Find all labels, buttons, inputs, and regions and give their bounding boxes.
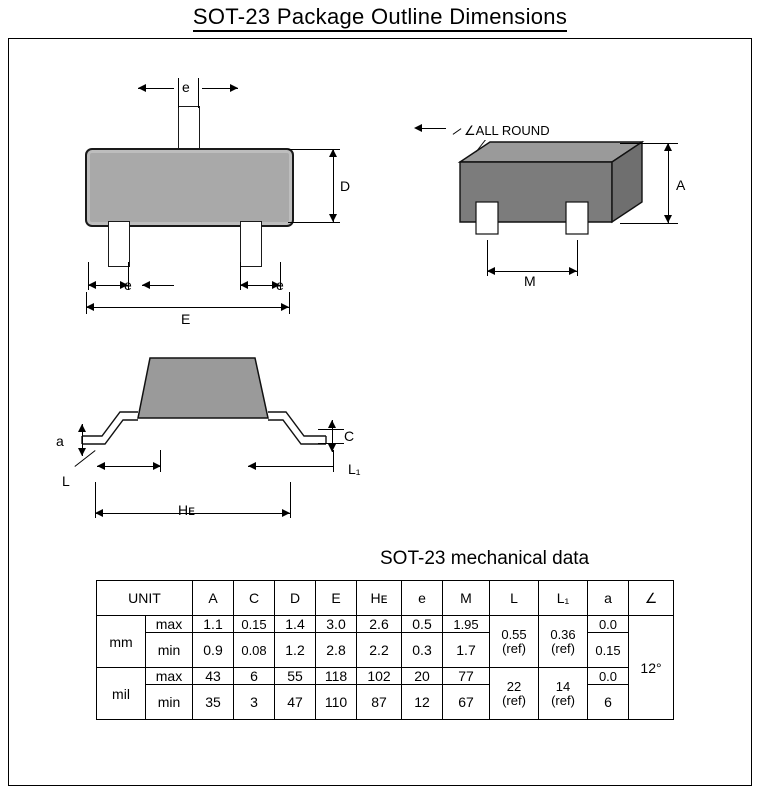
cell-mil-max-a: 0.0: [588, 668, 629, 685]
page-title: [0, 4, 760, 30]
header-a: a: [588, 581, 629, 616]
header-D: D: [275, 581, 316, 616]
cell-mm-L-ref: (ref): [502, 640, 526, 656]
label-A: A: [676, 177, 686, 193]
cell-mm-max-HE: 2.6: [357, 616, 402, 633]
cell-mil-min-C: 3: [234, 685, 275, 720]
cell-mm-min-e: 0.3: [402, 633, 443, 668]
top-view-body: [85, 148, 294, 227]
cell-unit-mil: mil: [97, 668, 146, 720]
cell-mil-max-A: 43: [193, 668, 234, 685]
table-header-row: [97, 581, 674, 616]
cell-minmax-mil-max: max: [146, 668, 193, 685]
all-round-arrow: [414, 124, 422, 132]
dim-D-arrow-top: [329, 149, 337, 157]
top-view-lead-left: [108, 221, 130, 267]
cell-mm-min-D: 1.2: [275, 633, 316, 668]
cell-mm-L1-ref: (ref): [551, 640, 575, 656]
dim-e-top-ext-left: [178, 78, 179, 108]
cell-angle: 12°: [629, 616, 674, 720]
label-E: E: [181, 311, 191, 327]
header-M: M: [443, 581, 490, 616]
cell-minmax-mil-min: min: [146, 685, 193, 720]
cell-mm-max-A: 1.1: [193, 616, 234, 633]
dim-E-arrow-left: [86, 303, 94, 311]
cell-mil-min-E: 110: [316, 685, 357, 720]
header-HE: Hᴇ: [357, 581, 402, 616]
dim-e-right-arrow-l: [240, 281, 248, 289]
dim-A-arrow-top: [664, 143, 672, 151]
top-view-lead-top: [178, 106, 200, 152]
cell-mil-max-E: 118: [316, 668, 357, 685]
dim-E-ext-right: [289, 292, 290, 314]
cell-mil-max-C: 6: [234, 668, 275, 685]
cell-mm-min-M: 1.7: [443, 633, 490, 668]
dim-M-arrow-left: [487, 267, 495, 275]
cell-mil-max-M: 77: [443, 668, 490, 685]
cell-mm-L-value: 0.55: [501, 626, 527, 642]
dim-A-line: [668, 143, 669, 223]
cell-unit-mm: mm: [97, 616, 146, 668]
dim-e-top-arrow-right: [230, 84, 238, 92]
dim-M-line: [487, 271, 577, 272]
dim-L1-arrow-left: [248, 462, 256, 470]
mechanical-data-table: [96, 580, 674, 720]
header-E: E: [316, 581, 357, 616]
label-e-right: e: [276, 277, 284, 293]
header-e: e: [402, 581, 443, 616]
top-view-lead-right: [240, 221, 262, 267]
dim-a-arrow-down: [78, 448, 86, 456]
dim-C-arrow-up: [328, 420, 336, 428]
dim-e-top-arrow-left: [138, 84, 146, 92]
dim-A-ext-bot: [620, 223, 678, 224]
cell-mm-max-M: 1.95: [443, 616, 490, 633]
cell-mm-min-HE: 2.2: [357, 633, 402, 668]
dim-e-left-arrow-l: [88, 281, 96, 289]
dim-C-arrow-down: [328, 444, 336, 452]
dim-L-arrow-left: [97, 462, 105, 470]
cell-mm-max-E: 3.0: [316, 616, 357, 633]
cell-mil-min-A: 35: [193, 685, 234, 720]
cell-mm-min-C: 0.08: [234, 633, 275, 668]
label-e-left: e: [124, 277, 132, 293]
cell-mil-L-value: 22: [506, 678, 522, 694]
cell-mm-min-A: 0.9: [193, 633, 234, 668]
dim-C-ext-top: [318, 429, 344, 430]
header-unit: UNIT: [97, 581, 193, 616]
header-L1: L₁: [539, 581, 588, 616]
dim-A-arrow-bot: [664, 215, 672, 223]
dim-HE-arrow-left: [95, 509, 103, 517]
dim-L-ext: [160, 450, 161, 472]
table-row: [97, 616, 674, 633]
table-row: [97, 633, 674, 668]
cell-mil-min-M: 67: [443, 685, 490, 720]
page-title-text: SOT-23 Package Outline Dimensions: [193, 4, 567, 32]
label-L1: L₁: [348, 461, 361, 477]
dim-L1-ext-right: [333, 450, 334, 472]
header-C: C: [234, 581, 275, 616]
dim-a-arrow-up: [78, 424, 86, 432]
label-L: L: [62, 473, 70, 489]
dim-L-line: [97, 466, 161, 467]
cell-mm-max-a: 0.0: [588, 616, 629, 633]
cell-mm-max-e: 0.5: [402, 616, 443, 633]
table-row: [97, 685, 674, 720]
dim-e-left-arrow-l2: [142, 281, 150, 289]
table-row: [97, 668, 674, 685]
dim-e-top-ext-right: [198, 78, 199, 108]
cell-minmax-mm-max: max: [146, 616, 193, 633]
dim-M-arrow-right: [569, 267, 577, 275]
dim-HE-arrow-right: [282, 509, 290, 517]
cell-mil-min-D: 47: [275, 685, 316, 720]
label-e-top: e: [182, 79, 190, 95]
cell-mm-L1: [539, 616, 588, 668]
label-a: a: [56, 433, 64, 449]
cell-mil-min-a: 6: [588, 685, 629, 720]
dim-M-ext-right: [577, 240, 578, 276]
cell-mm-max-C: 0.15: [234, 616, 275, 633]
dim-D-ext-bot: [288, 222, 340, 223]
cell-mm-L1-value: 0.36: [550, 626, 576, 642]
dim-D-arrow-bot: [329, 214, 337, 222]
cell-mil-max-D: 55: [275, 668, 316, 685]
cell-mil-max-HE: 102: [357, 668, 402, 685]
cell-mm-L: [490, 616, 539, 668]
label-M: M: [524, 273, 536, 289]
table-caption: SOT-23 mechanical data: [380, 548, 590, 569]
dim-L1-line: [248, 466, 334, 467]
cell-mil-L1: [539, 668, 588, 720]
dim-E-arrow-right: [281, 303, 289, 311]
cell-mm-max-D: 1.4: [275, 616, 316, 633]
dim-E-line: [86, 307, 289, 308]
cell-mil-min-e: 12: [402, 685, 443, 720]
header-A: A: [193, 581, 234, 616]
label-C: C: [344, 428, 355, 444]
header-L: L: [490, 581, 539, 616]
dim-HE-ext-right: [290, 482, 291, 518]
label-HE: Hᴇ: [178, 502, 195, 518]
cell-mil-min-HE: 87: [357, 685, 402, 720]
dim-D-line: [333, 149, 334, 222]
cell-mil-L1-ref: (ref): [551, 692, 575, 708]
cell-minmax-mm-min: min: [146, 633, 193, 668]
label-D: D: [340, 178, 351, 194]
cell-mil-L-ref: (ref): [502, 692, 526, 708]
label-all-round: ∠ALL ROUND: [464, 123, 550, 138]
cell-mil-max-e: 20: [402, 668, 443, 685]
cell-mm-min-a: 0.15: [588, 633, 629, 668]
cell-mil-L1-value: 14: [555, 678, 571, 694]
header-angle: ∠: [629, 581, 674, 616]
cell-mm-min-E: 2.8: [316, 633, 357, 668]
cell-mil-L: [490, 668, 539, 720]
isometric-body-svg: [430, 140, 680, 270]
